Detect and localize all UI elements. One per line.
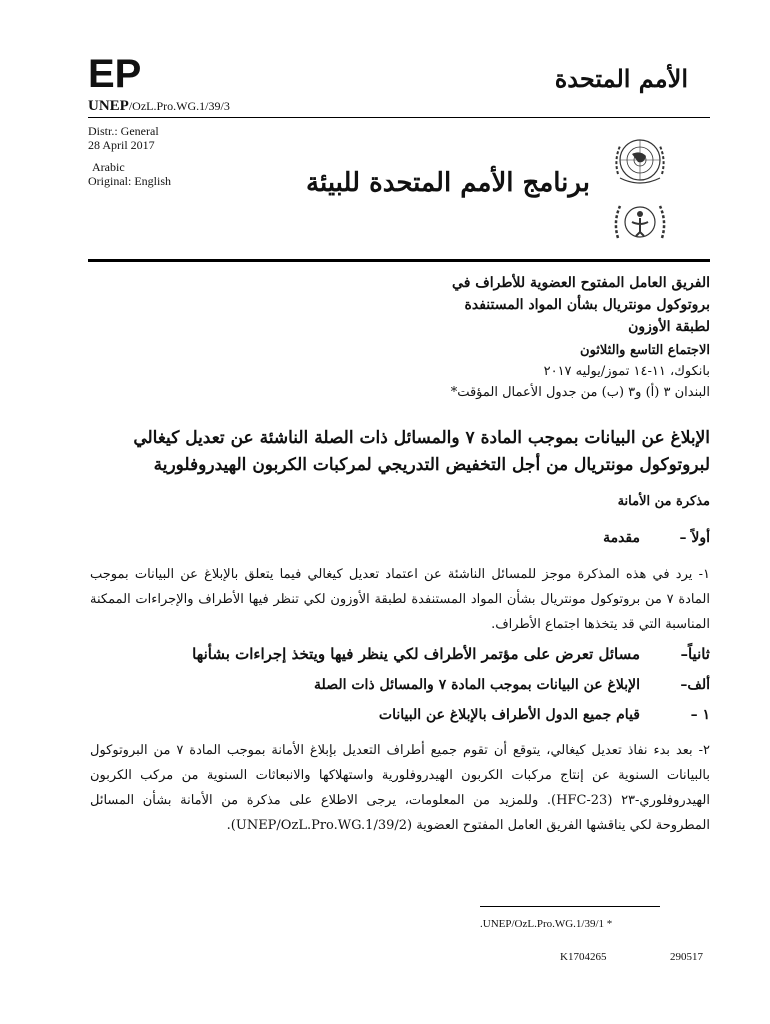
paragraph-1: ١- يرد في هذه المذكرة موجز للمسائل الناشئة عن اعتماد تعديل كيغالي فيما يتعلق بالإبلاغ عن البيانات بموجب المادة ٧ من بروتوكول مونتريال بشأن المواد المستنفدة لطبقة الأوزون لكي تنظر فيها الأطراف والإجراءات الممكنة المناسبة التي قد يتخذها اجتماع الأطراف.: [90, 567, 710, 632]
ep-logo: EP: [88, 52, 142, 96]
section-title: مسائل تعرض على مؤتمر الأطراف لكي ينظر فيها ويتخذ إجراءات بشأنها: [192, 645, 640, 663]
job-number: K1704265: [560, 951, 607, 963]
distribution: Distr.: General: [88, 124, 159, 138]
subsection-heading-a: [314, 677, 710, 693]
working-group-name: [350, 272, 710, 338]
header-rule: [88, 117, 710, 118]
footnote-rule: [480, 906, 660, 907]
symbol-rest: /OzL.Pro.WG.1/39/3: [128, 99, 230, 113]
agenda-item: البندان ٣ (أ) و٣ (ب) من جدول الأعمال المؤقت*: [450, 385, 710, 400]
section-title: قيام جميع الدول الأطراف بالإبلاغ عن البيانات: [378, 707, 640, 723]
title-line: الإبلاغ عن البيانات بموجب المادة ٧ والمسائل ذات الصلة الناشئة عن تعديل كيغالي: [133, 428, 710, 448]
working-group-line: لطبقة الأوزون: [628, 319, 710, 335]
section-heading-issues: [192, 645, 710, 663]
title-line: لبروتوكول مونتريال من أجل التخفيض التدريجي لمركبات الكربون الهيدروفلورية: [153, 455, 710, 475]
programme-arabic-name: برنامج الأمم المتحدة للبيئة: [306, 168, 590, 198]
section-number: ١ –: [690, 707, 710, 723]
un-arabic-name: الأمم المتحدة: [554, 64, 688, 93]
note-by-secretariat: مذكرة من الأمانة: [617, 494, 710, 509]
section-title: الإبلاغ عن البيانات بموجب المادة ٧ والمسائل ذات الصلة: [314, 677, 640, 693]
language: Arabic: [92, 160, 125, 174]
document-title: [90, 425, 710, 479]
working-group-line: الفريق العامل المفتوح العضوية للأطراف في: [452, 275, 710, 291]
subsection-heading-1: [379, 707, 710, 723]
section-heading-introduction: [603, 530, 710, 546]
paragraph-2: ٢- بعد بدء نفاذ تعديل كيغالي، يتوقع أن تقوم جميع أطراف التعديل بإبلاغ الأمانة بموجب المادة ٧ من البروتوكول بالبيانات السنوية عن إنتاج مركبات الكربون الهيدروفلورية واستهلاكها والانبعاثات السنوية من مركب الكربون الهيدروفلوري-٢٣ (HFC-23). وللمزيد من المعلومات، يرجى الاطلاع على مذكرة من الأمانة بشأن المسائل المطروحة لكي يناقشها الفريق العامل المفتوح العضوية (UNEP/OzL.Pro.WG.1/39/2).: [90, 743, 710, 833]
original-language: Original: English: [88, 174, 171, 188]
footnote: .UNEP/OzL.Pro.WG.1/39/1 *: [480, 918, 613, 930]
job-date: 290517: [670, 951, 703, 963]
meeting-info: [350, 340, 710, 403]
section-number: ألف–: [680, 677, 710, 693]
symbol-prefix: UNEP: [88, 98, 129, 114]
section-number: أولاً –: [679, 530, 710, 546]
place-date: بانكوك، ١١-١٤ تموز/يوليه ٢٠١٧: [543, 364, 710, 379]
header-thick-rule: [88, 259, 710, 262]
issue-date: 28 April 2017: [88, 138, 155, 152]
session-name: الاجتماع التاسع والثلاثون: [580, 343, 710, 358]
document-symbol: [88, 98, 230, 115]
un-emblem-icon: [610, 130, 670, 190]
section-number: ثانياً–: [680, 645, 710, 663]
unep-emblem-icon: [610, 192, 670, 252]
working-group-line: بروتوكول مونتريال بشأن المواد المستنفدة: [464, 297, 710, 313]
section-title: مقدمة: [603, 530, 640, 546]
